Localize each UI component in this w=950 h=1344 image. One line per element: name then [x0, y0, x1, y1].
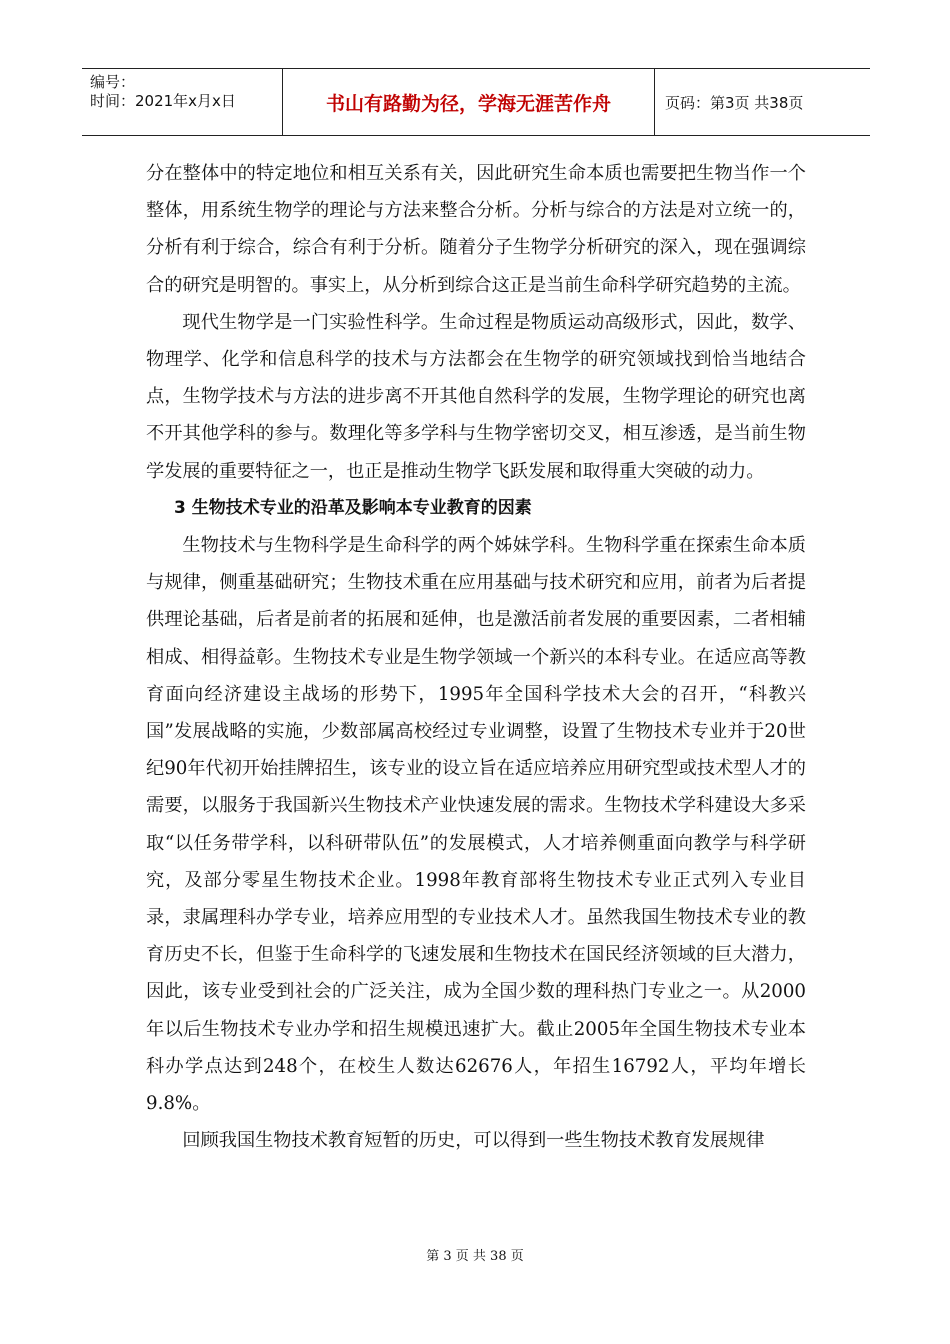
section-heading: 3 生物技术专业的沿革及影响本专业教育的因素 — [174, 497, 532, 518]
document-body — [146, 155, 806, 1159]
paragraph-3: 生物技术与生物科学是生命科学的两个姊妹学科。生物科学重在探索生命本质与规律，侧重基础研究；生物技术重在应用基础与技术研究和应用，前者为后者提供理论基础，后者是前者的拓展和延伸，也是激活前者发展的重要因素，二者相辅相成、相得益彰。生物技术专业是生物学领域一个新兴的本科专业。在适应高等教育面向经济建设主战场的形势下，1995年全国科学技术大会的召开，“科教兴国”发展战略的实施，少数部属高校经过专业调整，设置了生物技术专业并于20世纪90年代初开始挂牌招生，该专业的设立旨在适应培养应用研究型或技术型人才的需要，以服务于我国新兴生物技术产业快速发展的需求。生物技术学科建设大多采取“以任务带学科，以科研带队伍”的发展模式，人才培养侧重面向教学与科学研究，及部分零星生物技术企业。1998年教育部将生物技术专业正式列入专业目录，隶属理科办学专业，培养应用型的专业技术人才。虽然我国生物技术专业的教育历史不长，但鉴于生命科学的飞速发展和生物技术在国民经济领域的巨大潜力，因此，该专业受到社会的广泛关注，成为全国少数的理科热门专业之一。从2000年以后生物技术专业办学和招生规模迅速扩大。截止2005年全国生物技术专业本科办学点达到248个，在校生人数达62676人，年招生16792人，平均年增长9.8%。 — [146, 535, 806, 1115]
paragraph-1: 分在整体中的特定地位和相互关系有关，因此研究生命本质也需要把生物当作一个整体，用系统生物学的理论与方法来整合分析。分析与综合的方法是对立统一的，分析有利于综合，综合有利于分析。随着分子生物学分析研究的深入，现在强调综合的研究是明智的。事实上，从分析到综合这正是当前生命科学研究趋势的主流。 — [146, 163, 806, 296]
header-meta — [82, 69, 283, 135]
page-footer: 第 3 页 共 38 页 — [426, 1249, 524, 1264]
paragraph-4: 回顾我国生物技术教育短暂的历史，可以得到一些生物技术教育发展规律 — [182, 1130, 765, 1152]
code-label: 编号： — [90, 73, 136, 91]
paragraph-2: 现代生物学是一门实验性科学。生命过程是物质运动高级形式，因此，数学、物理学、化学和信息科学的技术与方法都会在生物学的研究领域找到恰当地结合点，生物学技术与方法的进步离不开其他自然科学的发展，生物学理论的研究也离不开其他学科的参与。数理化等多学科与生物学密切交叉，相互渗透，是当前生物学发展的重要特征之一，也正是推动生物学飞跃发展和取得重大突破的动力。 — [146, 311, 806, 482]
header-page-info: 页码：第3页 共38页 — [665, 93, 804, 112]
date-label: 时间：2021年x月x日 — [90, 92, 236, 110]
page-header — [82, 68, 870, 136]
header-motto: 书山有路勤为径，学海无涯苦作舟 — [283, 69, 655, 135]
